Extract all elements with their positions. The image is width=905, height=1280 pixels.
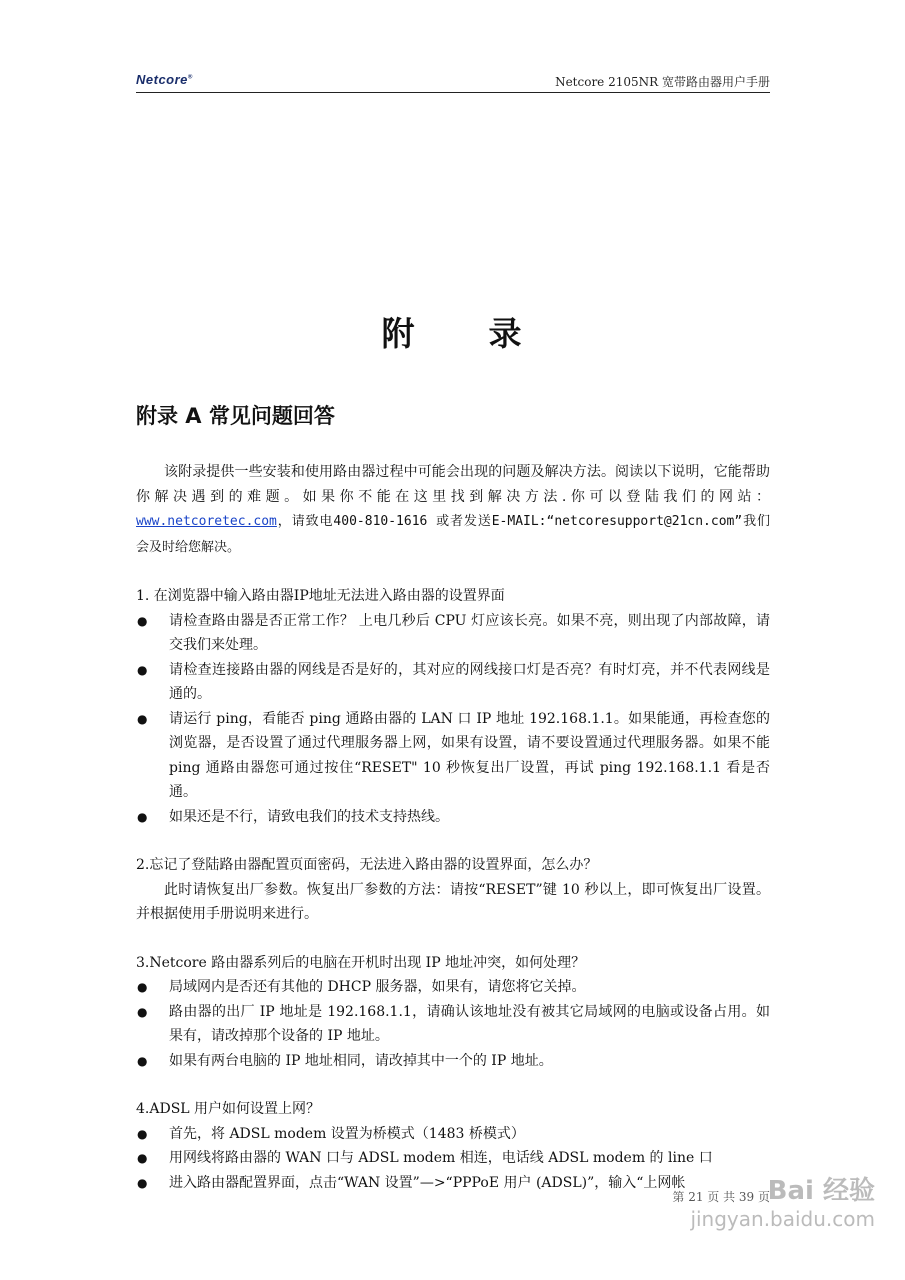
bullet-icon: ● — [137, 980, 148, 994]
watermark-brand: Bai 经验 — [767, 1176, 875, 1206]
bullet-icon: ● — [137, 1004, 148, 1019]
list-item: ● 如果还是不行，请致电我们的技术支持热线。 — [136, 805, 770, 830]
list-item: ● 请检查连接路由器的网线是否是好的，其对应的网线接口灯是否亮？有时灯亮，并不代表网线是通的。 — [136, 658, 770, 707]
bullet-icon: ● — [137, 1053, 148, 1068]
list-item: ● 如果有两台电脑的 IP 地址相同，请改掉其中一个的 IP 地址。 — [136, 1049, 770, 1074]
header-title: Netcore 2105NR 宽带路由器用户手册 — [555, 75, 770, 89]
list-item: ● 路由器的出厂 IP 地址是 192.168.1.1，请确认该地址没有被其它局域网的电脑或设备占用。如果有，请改掉那个设备的 IP 地址。 — [136, 1000, 770, 1049]
website-link[interactable]: www.netcoretec.com — [136, 514, 277, 529]
question-1-title: 1. 在浏览器中输入路由器IP地址无法进入路由器的设置界面 — [136, 588, 505, 604]
appendix-title-char1: 附 — [381, 314, 417, 353]
bullet-icon: ● — [137, 662, 148, 677]
list-item: ● 用网线将路由器的 WAN 口与 ADSL modem 相连，电话线 ADSL modem 的 line 口 — [136, 1146, 770, 1171]
list-item: ● 首先，将 ADSL modem 设置为桥模式（1483 桥模式） — [136, 1122, 770, 1147]
section-title: 附录 A 常见问题回答 — [136, 404, 335, 428]
list-item: ● 局域网内是否还有其他的 DHCP 服务器，如果有，请您将它关掉。 — [136, 975, 770, 1000]
watermark — [690, 1170, 875, 1231]
page-footer: 第 21 页 共 39 页 — [672, 1190, 770, 1204]
bullet-icon: ● — [137, 613, 148, 628]
netcore-logo: Netcore® — [136, 72, 193, 87]
question-4-title: 4.ADSL 用户如何设置上网？ — [136, 1101, 321, 1117]
page-header — [136, 66, 770, 93]
list-item: ● 请运行 ping，看能否 ping 通路由器的 LAN 口 IP 地址 192.168.1.1。如果能通，再检查您的浏览器，是否设置了通过代理服务器上网，如果有设置，请不要设置通过代理服务器。如果不能 ping 通路由器您可通过按住“RESET" 10 秒恢复出厂设置，再试 ping 192.168.1.1 看是否通。 — [136, 707, 770, 805]
watermark-url: jingyan.baidu.com — [690, 1207, 875, 1231]
bullet-icon: ● — [137, 1151, 148, 1165]
appendix-title-char2: 录 — [488, 314, 524, 353]
question-2-title: 2.忘记了登陆路由器配置页面密码，无法进入路由器的设置界面，怎么办？ — [136, 857, 598, 873]
bullet-icon: ● — [137, 1126, 148, 1141]
bullet-icon: ● — [137, 711, 148, 726]
content — [136, 460, 770, 1195]
bullet-icon: ● — [137, 1175, 148, 1190]
question-2-body: 此时请恢复出厂参数。恢复出厂参数的方法：请按“RESET”键 10 秒以上，即可恢复出厂设置。并根据使用手册说明来进行。 — [136, 881, 770, 922]
intro-paragraph: 该附录提供一些安装和使用路由器过程中可能会出现的问题及解决方法。阅读以下说明，它能帮助你解决遇到的难题。如果你不能在这里找到解决方法.你可以登陆我们的网站：www.netcoretec.com，请致电400-810-1616 或者发送E-MAIL:“netcoresupport@21cn.com”我们会及时给您解决。 — [136, 464, 770, 555]
appendix-title — [0, 308, 905, 355]
question-3-title: 3.Netcore 路由器系列后的电脑在开机时出现 IP 地址冲突，如何处理？ — [136, 954, 586, 971]
bullet-icon: ● — [137, 809, 148, 824]
list-item: ● 进入路由器配置界面，点击“WAN 设置”—>“PPPoE 用户 (ADSL)”，输入“上网帐 — [136, 1171, 770, 1196]
list-item: ● 请检查路由器是否正常工作？ 上电几秒后 CPU 灯应该长亮。如果不亮，则出现了内部故障，请交我们来处理。 — [136, 609, 770, 658]
